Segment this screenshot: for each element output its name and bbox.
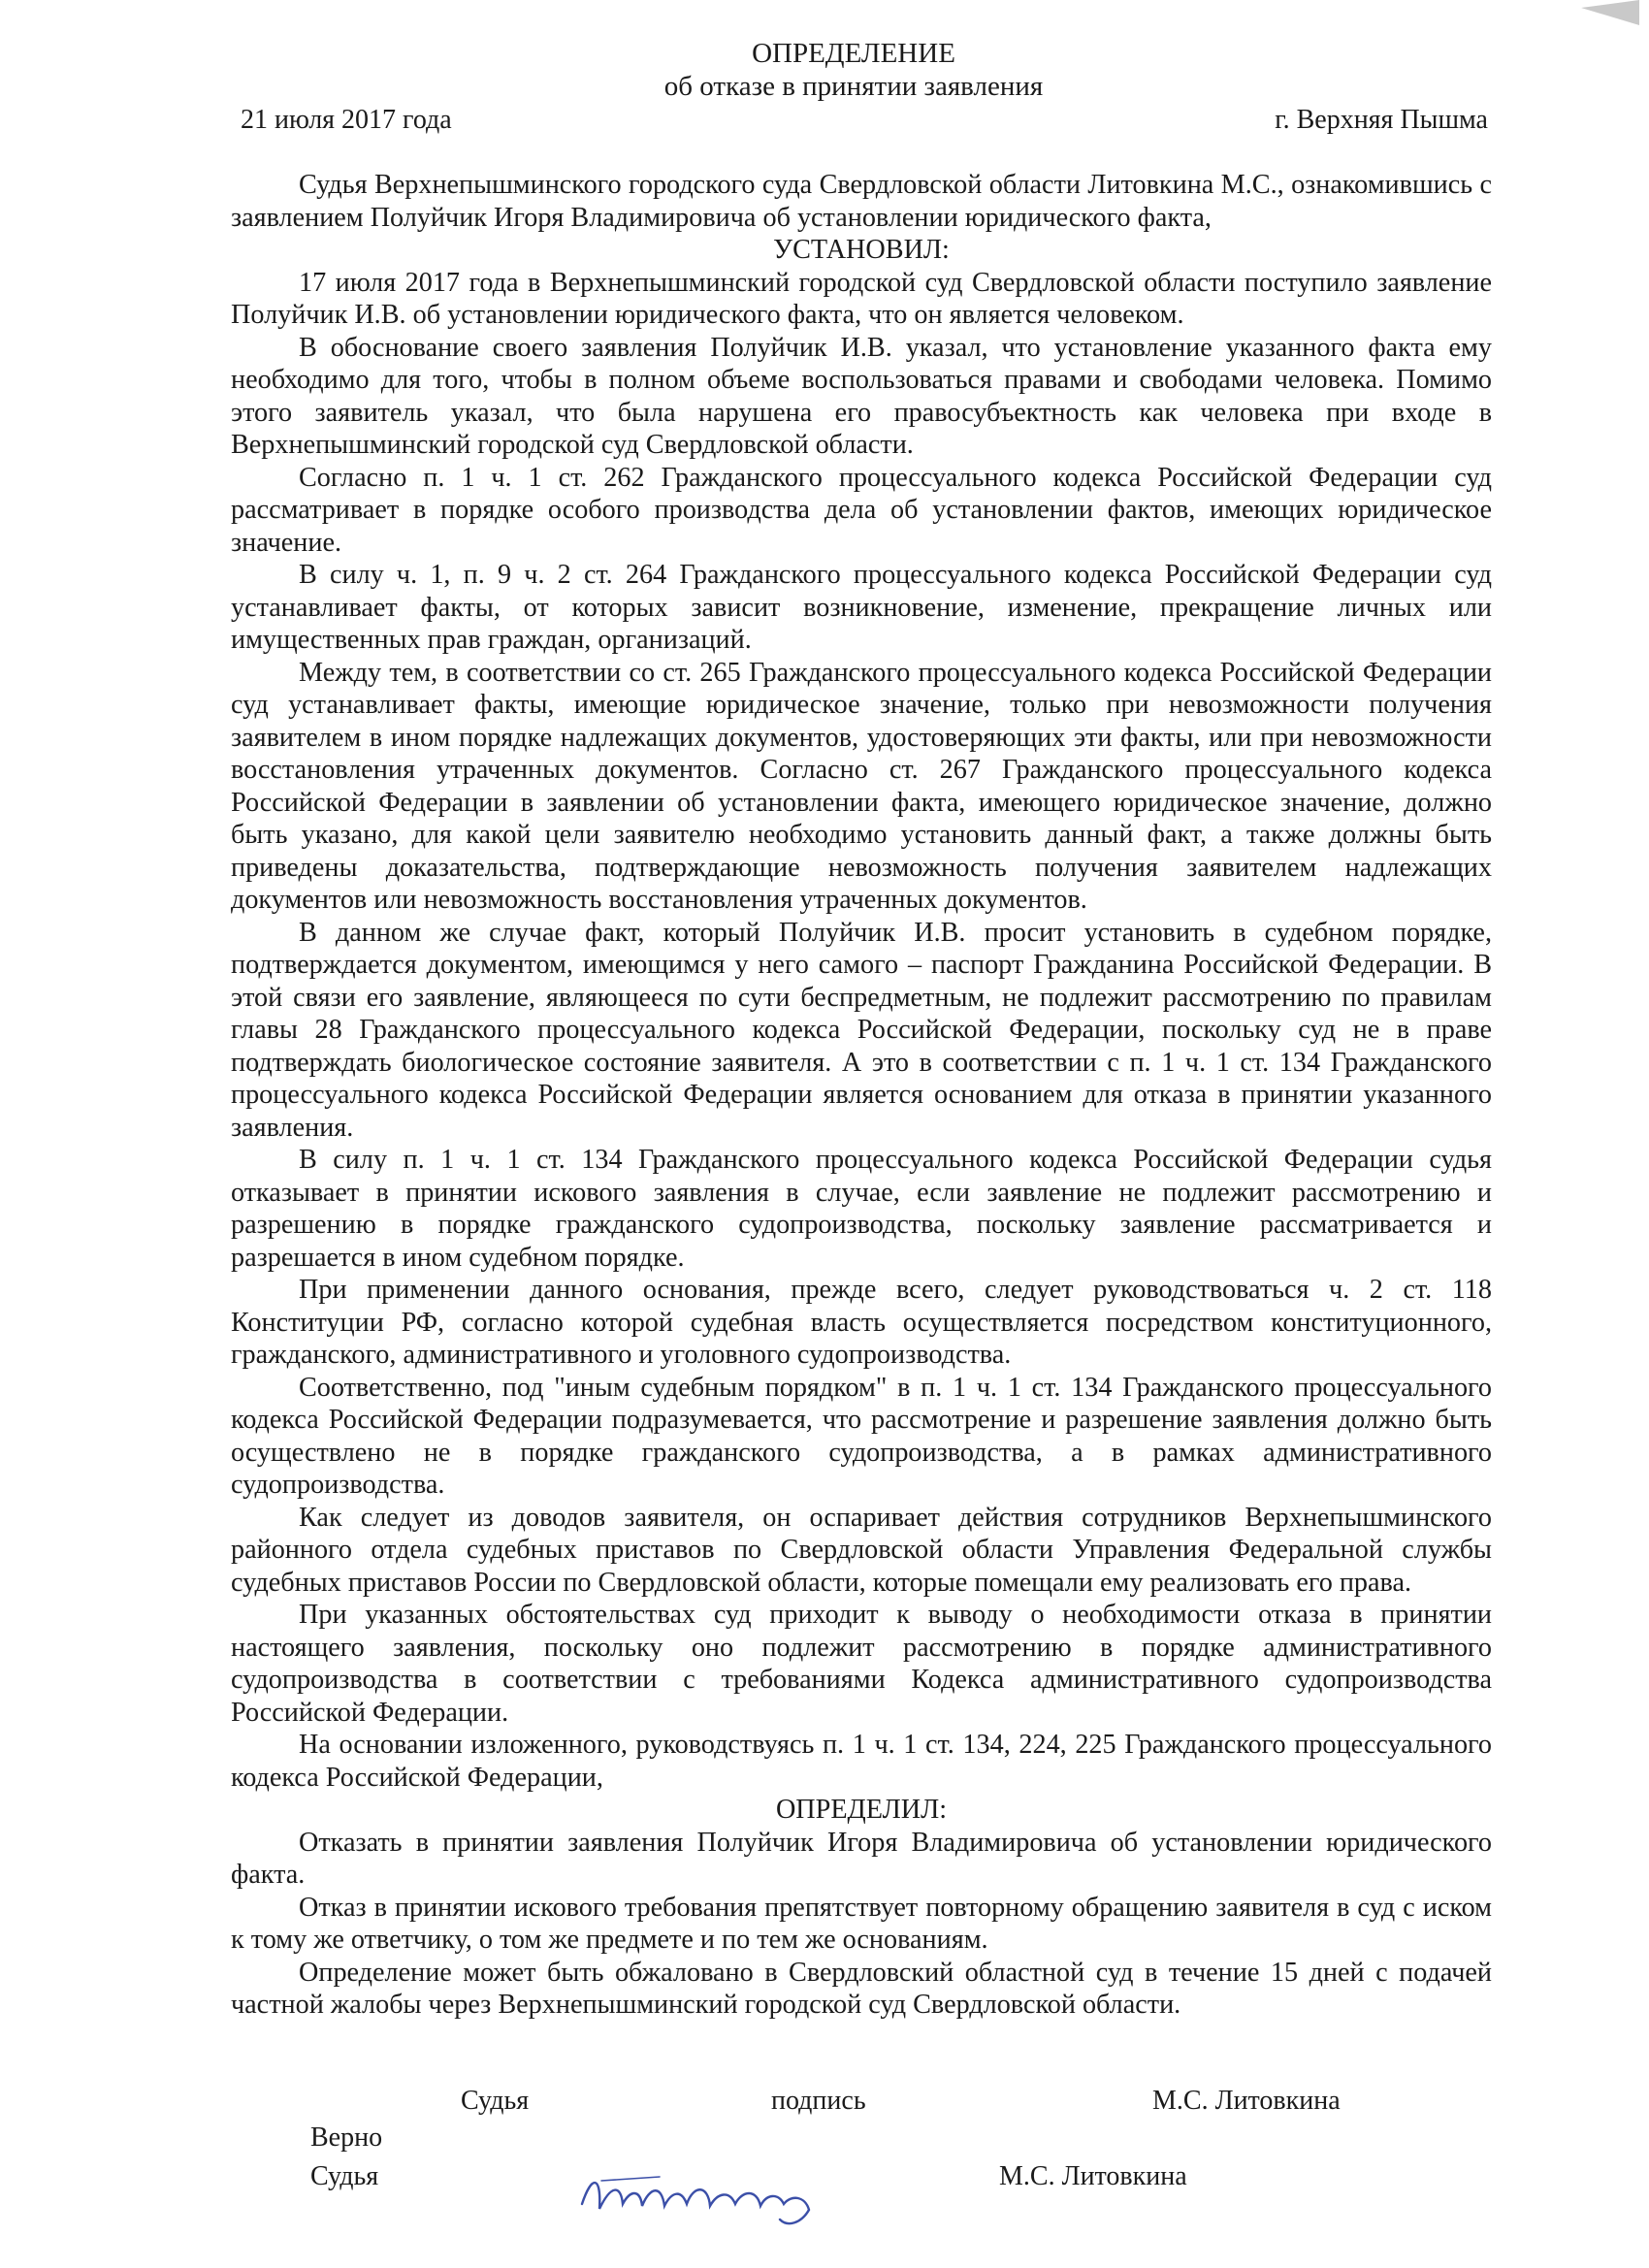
resolution-paragraph: Определение может быть обжаловано в Свердловский областной суд в течение 15 дней с подачей частной жалобы через Верхнепышминский городской суд Свердловской области.: [231, 1957, 1492, 2020]
paragraph: В обоснование своего заявления Полуйчик И.В. указал, что установление указанного факта ему необходимо для того, чтобы в полном объеме воспользоваться правами и свободами человека. Помимо этого заявитель указал, что была нарушена его правосубъектность как человека при входе в Верхнепышминский городской суд Свердловской области.: [231, 332, 1492, 460]
judge-name-2: М.С. Литовкина: [999, 2161, 1187, 2191]
document-title: ОПРЕДЕЛЕНИЕ: [752, 38, 955, 69]
paragraph: Согласно п. 1 ч. 1 ст. 262 Гражданского процессуального кодекса Российской Федерации суд рассматривает в порядке особого производства дела об установлении фактов, имеющих юридическое значение.: [231, 462, 1492, 558]
judge-name: М.С. Литовкина: [1152, 2086, 1341, 2116]
paragraph: В силу п. 1 ч. 1 ст. 134 Гражданского процессуального кодекса Российской Федерации судья отказывает в принятии искового заявления в случае, если заявление не подлежит рассмотрению и разрешению в порядке гражданского судопроизводства, поскольку заявление рассматривается и разрешается в ином судебном порядке.: [231, 1145, 1492, 1273]
paragraph: При применении данного основания, прежде всего, следует руководствоваться ч. 2 ст. 118 Конституции РФ, согласно которой судебная власть осуществляется посредством конституционного, гражданского, административного и уголовного судопроизводства.: [231, 1275, 1492, 1370]
paragraph: В силу ч. 1, п. 9 ч. 2 ст. 264 Гражданского процессуального кодекса Российской Федерации суд устанавливает факты, от которых зависит возникновение, изменение, прекращение личных или имущественных прав граждан, организаций.: [231, 560, 1492, 655]
document-city: г. Верхняя Пышма: [1275, 105, 1488, 135]
verno-label: Верно: [310, 2122, 383, 2153]
document-subtitle: об отказе в принятии заявления: [663, 71, 1044, 102]
opredelil-heading: ОПРЕДЕЛИЛ:: [775, 1795, 948, 1825]
resolution-paragraph: Отказать в принятии заявления Полуйчик Игоря Владимировича об установлении юридического факта.: [231, 1827, 1492, 1890]
paragraph: Как следует из доводов заявителя, он оспаривает действия сотрудников Верхнепышминского районного отдела судебных приставов по Свердловской области Управления Федеральной службы судебных приставов России по Свердловской области, которые помещали ему реализовать его права.: [231, 1502, 1492, 1598]
scan-edge-mark: [1581, 0, 1639, 29]
ustanovil-heading: УСТАНОВИЛ:: [773, 235, 950, 265]
intro-paragraph: Судья Верхнепышминского городского суда Свердловской области Литовкина М.С., ознакомившись с заявлением Полуйчик Игоря Владимировича об установлении юридического факта,: [231, 170, 1492, 233]
paragraph: На основании изложенного, руководствуясь п. 1 ч. 1 ст. 134, 224, 225 Гражданского процессуального кодекса Российской Федерации,: [231, 1730, 1492, 1793]
handwritten-signature: [572, 2155, 824, 2233]
judge-label-2: Судья: [310, 2161, 379, 2191]
paragraph: Соответственно, под "иным судебным порядком" в п. 1 ч. 1 ст. 134 Гражданского процессуального кодекса Российской Федерации подразумевается, что рассмотрение и разрешение заявления должно быть осуществлено не в порядке гражданского судопроизводства, а в рамках административного судопроизводства.: [231, 1372, 1492, 1500]
signature-label: подпись: [771, 2086, 866, 2116]
paragraph: В данном же случае факт, который Полуйчик И.В. просит установить в судебном порядке, подтверждается документом, имеющимся у него самого – паспорт Гражданина Российской Федерации. В этой связи его заявление, являющееся по сути беспредметным, не подлежит рассмотрению по правилам главы 28 Гражданского процессуального кодекса Российской Федерации, поскольку суд не в праве подтверждать биологическое состояние заявителя. А это в соответствии с п. 1 ч. 1 ст. 134 Гражданского процессуального кодекса Российской Федерации является основанием для отказа в принятии указанного заявления.: [231, 917, 1492, 1143]
judge-label: Судья: [461, 2086, 530, 2116]
document-body: [231, 169, 1492, 2022]
paragraph: При указанных обстоятельствах суд приходит к выводу о необходимости отказа в принятии настоящего заявления, поскольку оно подлежит рассмотрению в порядке административного судопроизводства в соответствии с требованиями Кодекса административного судопроизводства Российской Федерации.: [231, 1600, 1492, 1728]
paragraph: Между тем, в соответствии со ст. 265 Гражданского процессуального кодекса Российской Федерации суд устанавливает факты, имеющие юридическое значение, только при невозможности получения заявителем в ином порядке надлежащих документов, удостоверяющих эти факты, или при невозможности восстановления утраченных документов. Согласно ст. 267 Гражданского процессуального кодекса Российской Федерации в заявлении об установлении факта, имеющего юридическое значение, должно быть указано, для какой цели заявителю необходимо установить данный факт, а также должны быть приведены доказательства, подтверждающие невозможность получения заявителем надлежащих документов или невозможность восстановления утраченных документов.: [231, 657, 1492, 915]
resolution-paragraph: Отказ в принятии искового требования препятствует повторному обращению заявителя в суд с иском к тому же ответчику, о том же предмете и по тем же основаниям.: [231, 1892, 1492, 1955]
document-date: 21 июля 2017 года: [241, 105, 452, 135]
paragraph: 17 июля 2017 года в Верхнепышминский городской суд Свердловской области поступило заявление Полуйчик И.В. об установлении юридического факта, что он является человеком.: [231, 267, 1492, 330]
